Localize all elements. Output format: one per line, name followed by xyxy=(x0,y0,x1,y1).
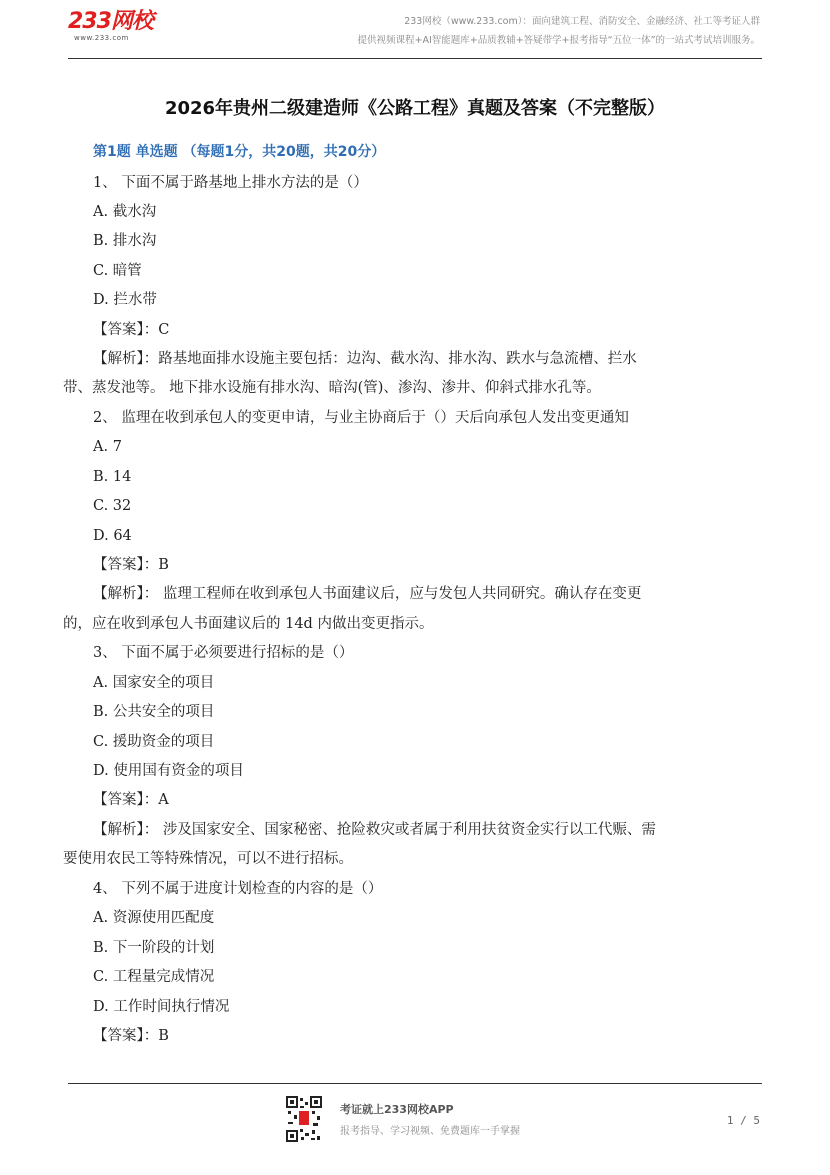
answer-line: 【答案】：B xyxy=(93,1028,169,1044)
option-line: A. 截水沟 xyxy=(93,204,157,220)
option-line: A. 7 xyxy=(93,439,122,455)
answer-line: 【答案】：A xyxy=(93,792,169,808)
option-line: C. 32 xyxy=(93,498,132,514)
logo-url: www.233.com xyxy=(74,34,129,42)
header-tagline xyxy=(358,12,761,50)
option-line: C. 工程量完成情况 xyxy=(93,969,215,985)
page-header xyxy=(0,0,830,60)
footer-divider xyxy=(68,1083,762,1084)
question-4: 4、 下列不属于进度计划检查的内容的是（） xyxy=(93,881,383,897)
page-number: 1 / 5 xyxy=(726,1114,760,1127)
explanation-line: 【解析】： 涉及国家安全、国家秘密、抢险救灾或者属于利用扶贫资金实行以工代赈、需 xyxy=(93,822,656,838)
option-line: A. 资源使用匹配度 xyxy=(93,910,215,926)
answer-line: 【答案】：C xyxy=(93,322,170,338)
question-2: 2、 监理在收到承包人的变更申请，与业主协商后于（）天后向承包人发出变更通知 xyxy=(93,410,629,426)
option-line: C. 暗管 xyxy=(93,263,142,279)
explanation-line: 要使用农民工等特殊情况，可以不进行招标。 xyxy=(63,851,353,867)
logo-text: 233网校 xyxy=(68,9,153,34)
document-title: 2026年贵州二级建造师《公路工程》真题及答案（不完整版） xyxy=(164,98,666,119)
option-line: D. 使用国有资金的项目 xyxy=(93,763,244,779)
option-line: B. 排水沟 xyxy=(93,233,157,249)
option-line: D. 拦水带 xyxy=(93,292,157,308)
header-divider xyxy=(68,58,762,59)
question-1: 1、 下面不属于路基地上排水方法的是（） xyxy=(93,175,368,191)
option-line: B. 下一阶段的计划 xyxy=(93,940,215,956)
header-line-2: 提供视频课程+AI智能题库+品质教辅+答疑带学+报考指导“五位一体”的一站式考试培训服务。 xyxy=(357,35,760,46)
section-heading: 第1题 单选题 （每题1分，共20题，共20分） xyxy=(93,144,386,160)
option-line: B. 14 xyxy=(93,469,132,485)
footer-app-subtitle: 报考指导、学习视频、免费题库一手掌握 xyxy=(340,1126,520,1137)
site-logo[interactable] xyxy=(68,10,153,42)
explanation-line: 【解析】： 监理工程师在收到承包人书面建议后，应与发包人共同研究。确认存在变更 xyxy=(93,586,642,602)
option-line: D. 64 xyxy=(93,528,132,544)
answer-line: 【答案】：B xyxy=(93,557,169,573)
header-line-1: 233网校（www.233.com）：面向建筑工程、消防安全、金融经济、社工等考证人群 xyxy=(404,16,760,27)
explanation-line: 的，应在收到承包人书面建议后的 14d 内做出变更指示。 xyxy=(63,616,434,632)
option-line: A. 国家安全的项目 xyxy=(93,675,215,691)
explanation-line: 带、蒸发池等。 地下排水设施有排水沟、暗沟(管)、渗沟、渗井、仰斜式排水孔等。 xyxy=(63,380,601,396)
option-line: C. 援助资金的项目 xyxy=(93,734,215,750)
question-3: 3、 下面不属于必须要进行招标的是（） xyxy=(93,645,354,661)
option-line: B. 公共安全的项目 xyxy=(93,704,215,720)
option-line: D. 工作时间执行情况 xyxy=(93,999,230,1015)
qr-code-icon xyxy=(286,1096,322,1142)
footer-app-title: 考证就上233网校APP xyxy=(340,1103,454,1116)
explanation-line: 【解析】：路基地面排水设施主要包括：边沟、截水沟、排水沟、跌水与急流槽、拦水 xyxy=(93,351,637,367)
